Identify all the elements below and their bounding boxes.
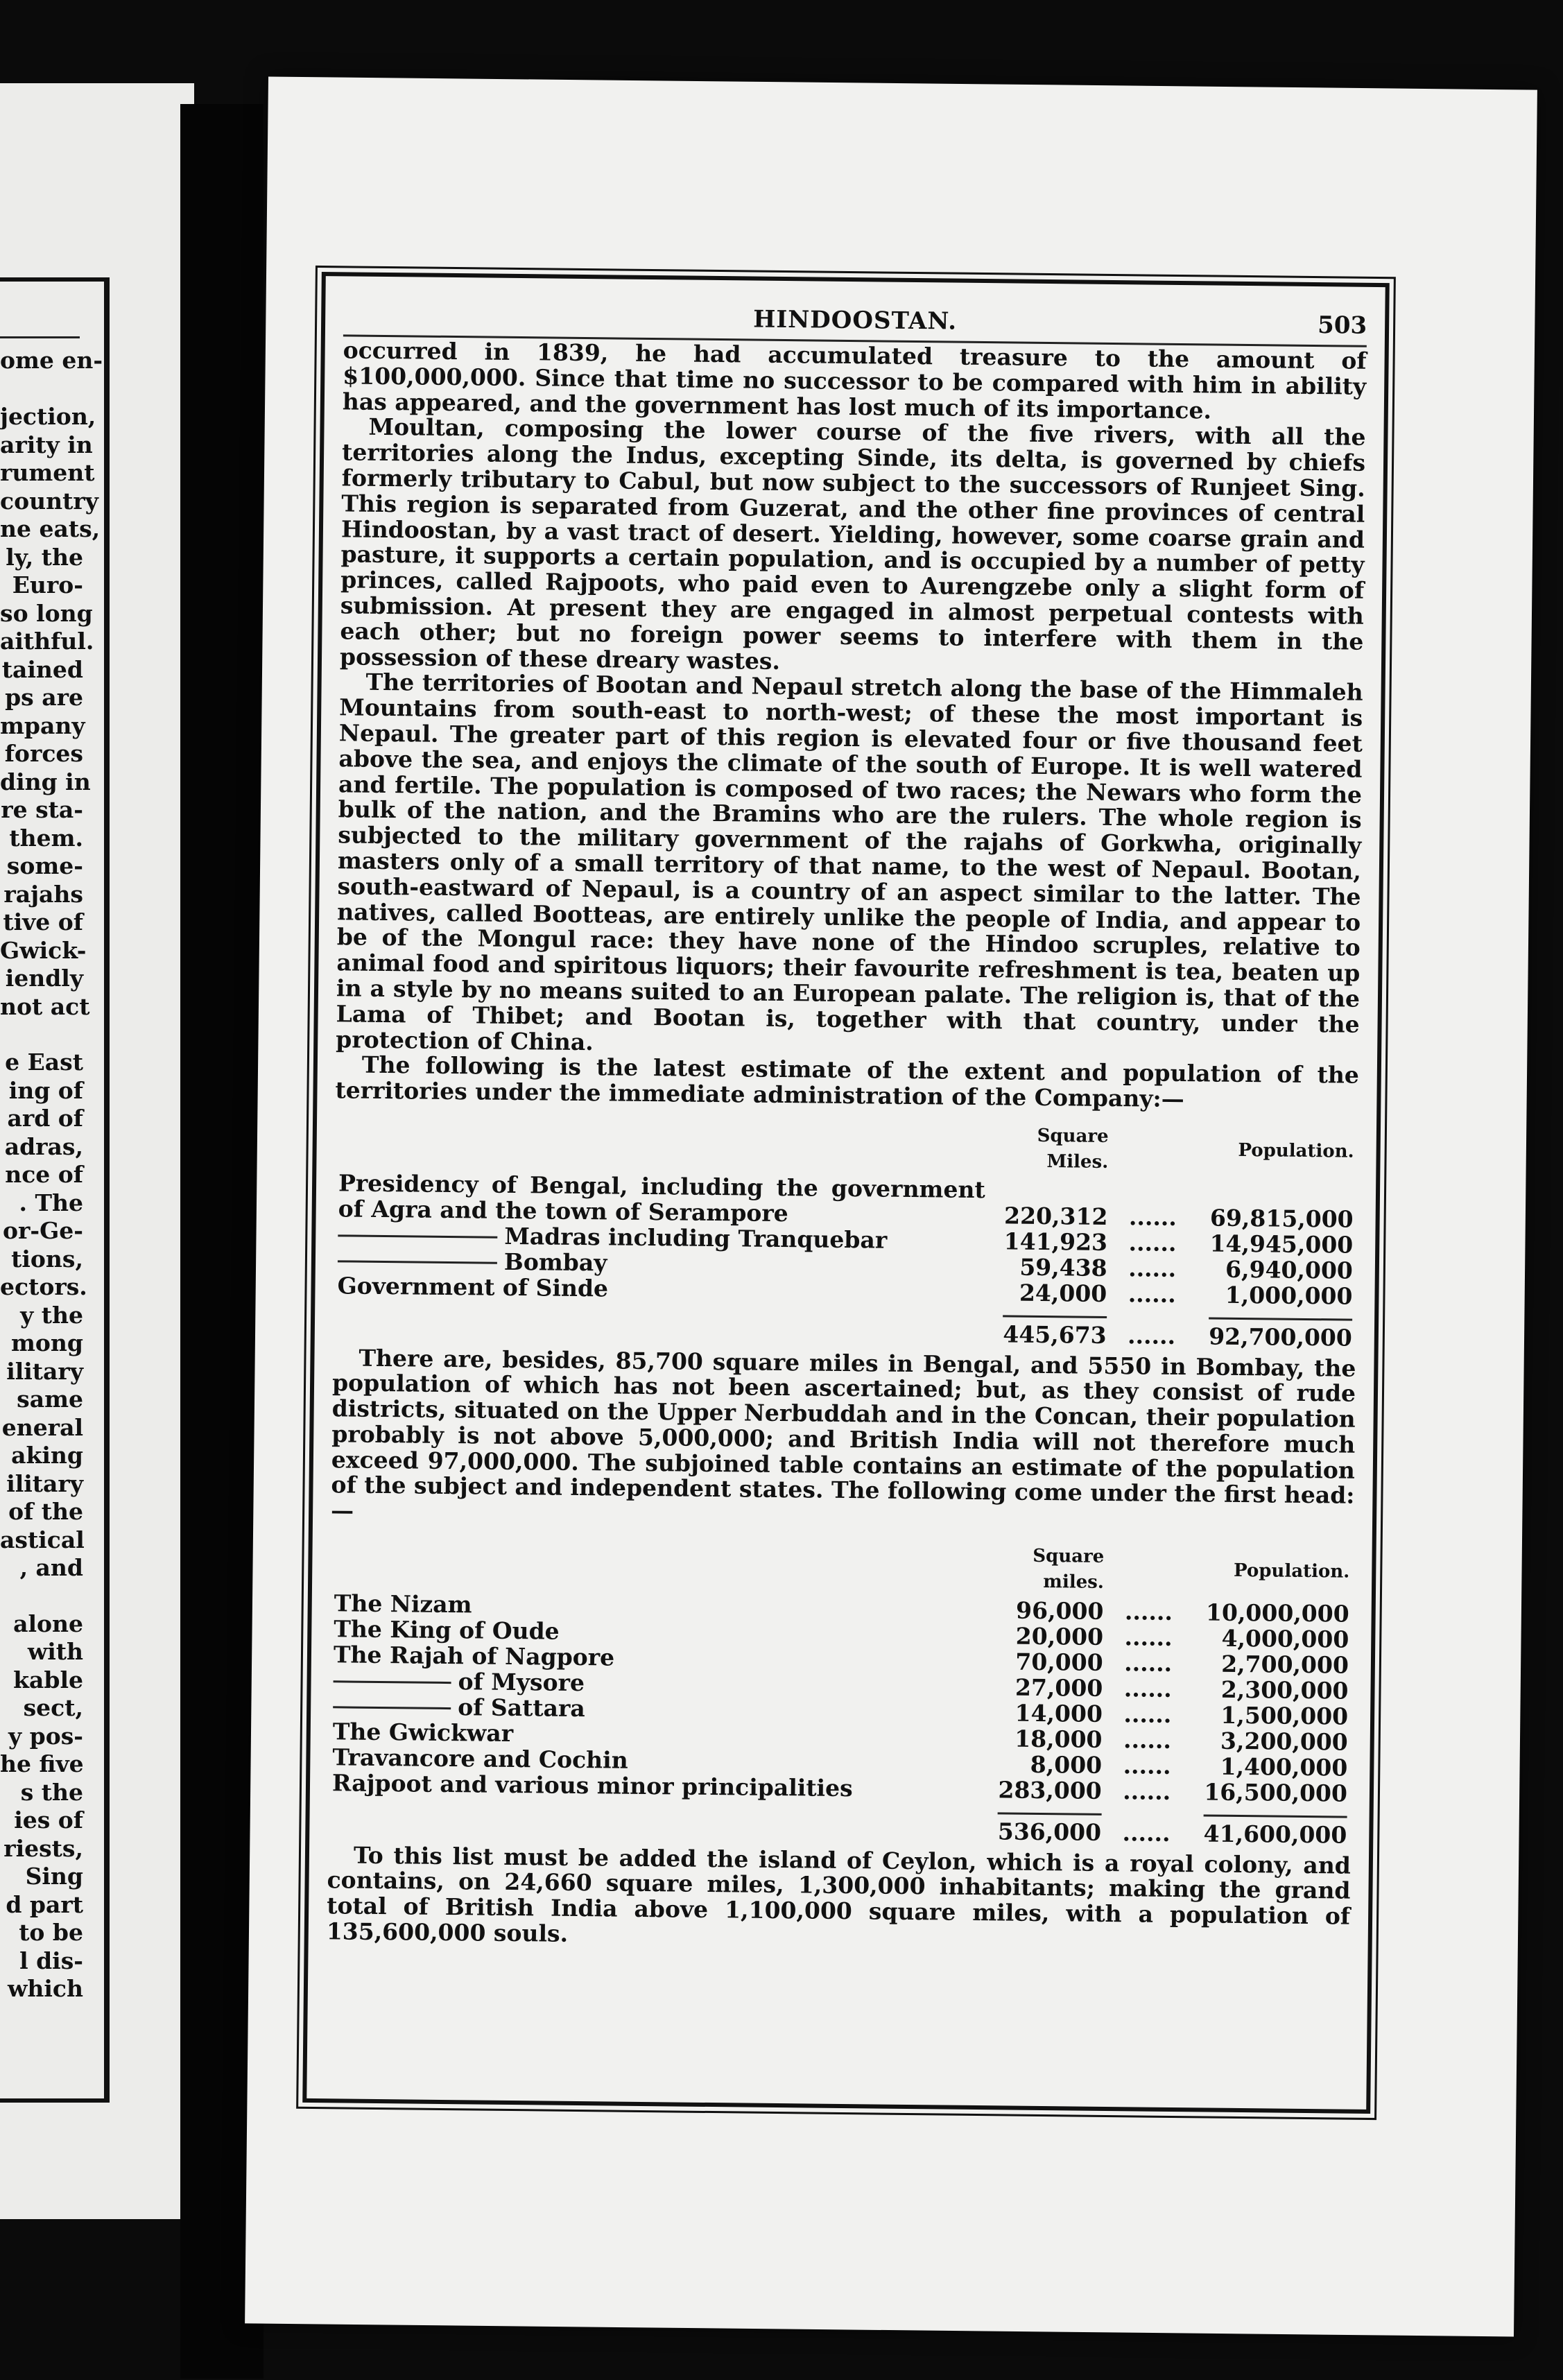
left-page-line: some- [6,852,83,879]
left-page-line: arity in [0,431,93,458]
row-population: 1,500,000 [1220,1701,1349,1730]
left-page-line: ard of [7,1105,83,1132]
left-page-line: alone [13,1610,83,1637]
left-page-line: Gwick- [0,936,87,964]
row-square-miles: 283,000 [998,1776,1102,1804]
paragraph: The territories of Bootan and Nepaul stretch along the base of the Himmaleh Mountains from south-east to north-west; of these the most important is Nepaul. The greater part of this region is elevated four or five thousand feet above the sea, and enjoys the climate of the south of Europe. It is well watered and fertile. The population is composed of two races; the Newars who form the bulk of the nation, and the Bramins who are the rulers. The whole region is subjected to the military government of the rajahs of Gorkwha, originally masters only of a small territory of that name, to the west of Nepaul. Bootan, south-eastward of Nepaul, is a country of an aspect similar to the latter. The natives, called Bootteas, are entirely unlike the people of India, and appear to be of the Mongul race: they have none of the Hindoo scruples, relative to animal food and spiritous liquors; their favourite refreshment is tea, beaten up in a style by no means suited to an European palate. The religion is, that of the Lama of Thibet; and Bootan is, together with that country, under the protection of China. [336,669,1363,1055]
row-population: 1,000,000 [1225,1281,1353,1310]
total-square-miles: 445,673 [1003,1315,1107,1348]
row-population: 1,400,000 [1220,1752,1348,1782]
table-header-row [330,1533,1354,1601]
ditto-dash [334,1680,451,1684]
left-page-line: astical [0,1526,85,1553]
row-name: of Sattara [458,1693,585,1722]
left-page-rule [0,336,80,338]
row-square-miles: 141,923 [1003,1227,1108,1256]
left-page-line: which [7,1975,83,2002]
leader-dots: ...... [1128,1279,1176,1308]
leader-dots: ...... [1124,1623,1173,1651]
row-square-miles: 8,000 [1030,1750,1103,1779]
leader-dots: ...... [1128,1202,1177,1231]
left-page-line: forces [4,740,83,767]
left-page-line: ies of [14,1806,83,1834]
left-page-line: with [27,1638,83,1665]
total-square-miles: 536,000 [998,1812,1102,1845]
row-square-miles: 96,000 [1015,1596,1104,1625]
left-page-line: same [17,1386,83,1413]
paragraph: There are, besides, 85,700 square miles in Bengal, and 5550 in Bombay, the population of which has not been ascertained; but, as they consist of rude districts, situated on the Upper Nerbuddah and in the Concan, their population probably is not above 5,000,000; and British India will not therefore much exceed 97,000,000. The subjoined table contains an estimate of the population of the subject and independent states. The following come under the first head:— [330,1344,1356,1524]
left-page-line: l dis- [19,1947,83,1974]
ditto-dash [333,1706,451,1709]
row-population: 10,000,000 [1205,1598,1349,1628]
left-page-line: ing of [8,1076,83,1104]
leader-dots: ...... [1123,1674,1172,1702]
leader-dots: ...... [1124,1648,1173,1677]
left-page-line: Sing [25,1863,83,1890]
row-name: Presidency of Bengal, including the government of Agra and the town of Serampore [338,1169,985,1227]
left-page-line: d part [6,1890,83,1918]
left-page-line: aithful. [0,628,94,655]
left-page-line: s the [20,1778,83,1806]
row-square-miles: 27,000 [1014,1673,1103,1702]
page-number: 503 [1317,311,1367,340]
ditto-dash [338,1260,497,1264]
row-population: 69,815,000 [1209,1204,1354,1233]
row-population: 16,500,000 [1204,1778,1348,1807]
leader-dots: ...... [1128,1254,1177,1282]
left-page-line: he five [0,1750,84,1777]
left-page-line: jection, [0,403,96,430]
row-name: The Rajah of Nagpore [333,1640,615,1671]
left-page-line: kable [13,1666,83,1693]
left-page-line: Euro- [12,571,83,598]
left-page-line: aking [11,1442,83,1469]
left-page-line: . The [19,1189,83,1216]
total-population: 92,700,000 [1209,1317,1352,1350]
left-page-line: mong [11,1329,83,1356]
subject-states-table [327,1533,1354,1847]
row-name: The Nizam [334,1589,472,1619]
left-page-line: tions, [11,1245,83,1273]
paragraph: occurred in 1839, he had accumulated treasure to the amount of $100,000,000. Since that time no successor to be compared with him in ability has appeared, and the government has lost much of its importance. [342,336,1367,424]
row-population: 2,300,000 [1220,1675,1349,1705]
row-square-miles: 14,000 [1014,1699,1103,1727]
left-page-line: y pos- [8,1722,83,1750]
row-square-miles: 59,438 [1019,1253,1107,1282]
row-square-miles: 220,312 [1003,1201,1108,1230]
left-page-line: sect, [23,1694,83,1721]
left-page-line: ly, the [6,543,83,571]
row-square-miles: 20,000 [1015,1622,1104,1650]
row-name: Rajpoot and various minor principalities [331,1768,853,1802]
left-page-line: , and [19,1554,83,1581]
row-square-miles: 18,000 [1014,1725,1103,1753]
left-page-line: ilitary [6,1357,83,1385]
left-page-line: tive of [3,908,83,935]
row-name: The King of Oude [334,1614,560,1645]
left-page-line: adras, [4,1132,83,1160]
leader-dots: ...... [1123,1700,1172,1728]
left-page-line: ilitary [6,1469,83,1497]
company-territories-table [333,1113,1358,1350]
paragraph: Moultan, composing the lower course of the five rivers, with all the territories along the Indus, excepting Sinde, its delta, is governed by chiefs formerly tributary to Cabul, but now subject to the successors of Runjeet Sing. This region is separated from Guzerat, and the other fine provinces of central Hindoostan, by a vast tract of desert. Yielding, however, some coarse grain and pasture, it supports a certain population, and is occupied by a number of petty princes, called Rajpoots, who paid even to Aurengzebe only a slight form of submission. At present they are engaged in almost perpetual contests with each other; but no foreign power seems to interfere with them in the possession of these dreary wastes. [339,413,1366,675]
left-page-line: re sta- [1,796,83,823]
left-page-gap [0,1021,83,1049]
leader-dots: ...... [1123,1777,1171,1805]
leader-dots: ...... [1122,1818,1171,1847]
left-page-line: not act [0,992,90,1020]
left-page-line: ps are [5,684,83,711]
row-name: Madras including Tranquebar [504,1222,888,1254]
left-page-line: iendly [5,965,83,992]
left-page-line: to be [19,1919,83,1946]
left-page-line: rument [0,459,95,486]
row-name: The Gwickwar [332,1717,514,1747]
left-page-line: mpany [0,712,85,739]
col-square-miles: Square miles. [1033,1545,1105,1593]
row-square-miles: 24,000 [1019,1279,1107,1307]
left-page-line: of the [8,1498,83,1525]
page-body [327,338,1367,1955]
row-name: Travancore and Cochin [332,1743,628,1774]
left-page-line: y the [20,1301,83,1329]
row-square-miles: 70,000 [1015,1648,1103,1676]
left-page-line: nce of [5,1161,83,1188]
ditto-dash [338,1234,497,1238]
col-population: Population. [1238,1140,1354,1162]
row-population: 2,700,000 [1220,1650,1349,1679]
leader-dots: ...... [1124,1597,1173,1626]
leader-dots: ...... [1127,1321,1176,1349]
col-population: Population. [1233,1560,1350,1583]
left-page-line: ne eats, [0,515,101,542]
left-page-line: or-Ge- [3,1217,83,1244]
row-name: Government of Sinde [337,1271,609,1302]
paragraph: The following is the latest estimate of the extent and population of the territories under the immediate administration of the Company:— [335,1051,1360,1113]
row-population: 14,945,000 [1209,1229,1354,1259]
left-page-line: rajahs [3,880,83,908]
left-page-line: eneral [1,1413,83,1441]
leader-dots: ...... [1123,1751,1171,1779]
left-page-line: e East [5,1049,83,1076]
left-page-line: so long [0,599,93,627]
row-population: 4,000,000 [1221,1624,1349,1653]
row-population: 6,940,000 [1225,1255,1354,1284]
leader-dots: ...... [1123,1725,1172,1754]
row-name: Bombay [503,1248,607,1276]
page-frame [302,272,1390,2114]
left-page-line: riests, [3,1834,83,1862]
col-square-miles: Square Miles. [1037,1125,1109,1173]
left-page-line: ding in [0,768,91,795]
left-page-line: ome en- [0,347,103,374]
row-population: 3,200,000 [1220,1727,1348,1756]
total-population: 41,600,000 [1203,1814,1347,1847]
left-page-text [0,347,103,2003]
left-page-line: ectors. [0,1273,87,1300]
page-title: HINDOOSTAN. [752,305,958,336]
leader-dots: ...... [1128,1228,1177,1257]
left-page-line: them. [9,824,83,852]
left-page-gap [0,1583,83,1610]
paragraph: To this list must be added the island of Ceylon, which is a royal colony, and contains, on 24,660 square miles, 1,300,000 inhabitants; making the grand total of British India above 1,100,000 square miles, with a population of 135,600,000 souls. [326,1841,1352,1947]
left-page-line: country [0,487,98,515]
left-page-line [0,375,83,404]
left-page-line: tained [1,655,83,683]
row-name: of Mysore [458,1667,585,1696]
